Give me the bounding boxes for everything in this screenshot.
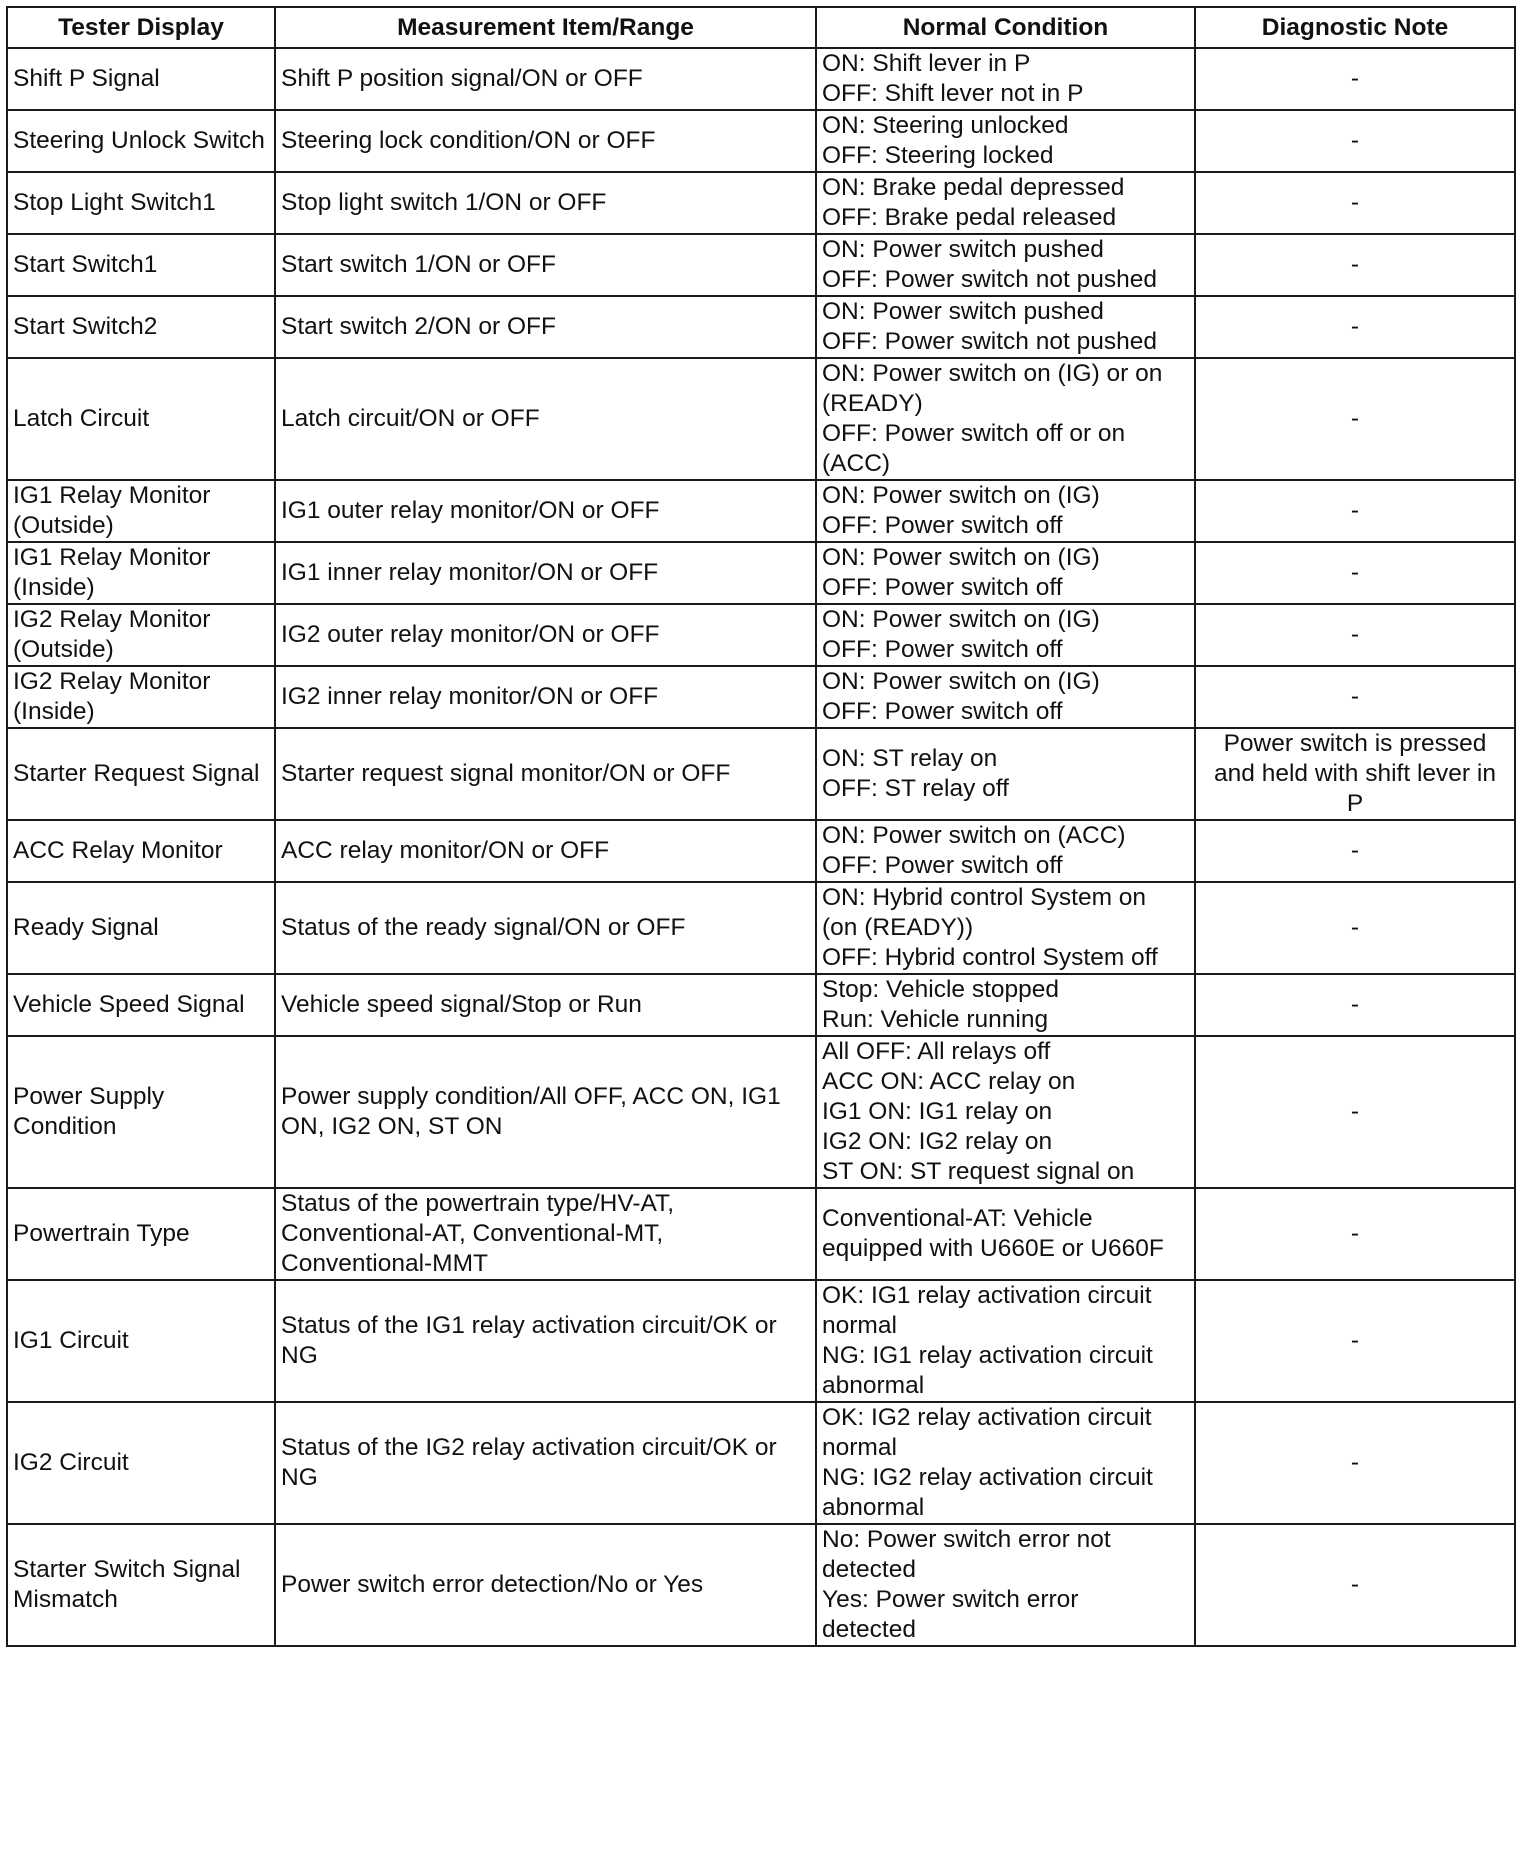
cell-line: OFF: Power switch not pushed bbox=[822, 328, 1157, 355]
table-row bbox=[7, 1188, 1515, 1280]
diagnostic-note-cell: - bbox=[1195, 48, 1515, 110]
cell-line: normal bbox=[822, 1312, 897, 1339]
cell-line: ON: Power switch pushed bbox=[822, 236, 1104, 263]
cell-line: NG bbox=[281, 1464, 318, 1491]
diagnostic-note-cell: - bbox=[1195, 542, 1515, 604]
normal-condition-cell bbox=[816, 1188, 1195, 1280]
table-row bbox=[7, 820, 1515, 882]
cell-line: and held with shift lever in bbox=[1214, 760, 1496, 787]
cell-line: Status of the IG2 relay activation circuit/OK or bbox=[281, 1434, 777, 1461]
normal-condition-cell bbox=[816, 974, 1195, 1036]
header-normal-condition: Normal Condition bbox=[816, 7, 1195, 48]
measurement-item-cell: Shift P position signal/ON or OFF bbox=[275, 48, 816, 110]
cell-line: Power supply condition/All OFF, ACC ON, IG1 bbox=[281, 1083, 781, 1110]
tester-display-cell bbox=[7, 1524, 275, 1646]
diagnostic-note-cell: - bbox=[1195, 1524, 1515, 1646]
cell-line: ON: Power switch on (IG) bbox=[822, 668, 1100, 695]
tester-display-cell: Steering Unlock Switch bbox=[7, 110, 275, 172]
tester-display-cell: Shift P Signal bbox=[7, 48, 275, 110]
cell-line: normal bbox=[822, 1434, 897, 1461]
normal-condition-cell bbox=[816, 820, 1195, 882]
diagnostic-note-cell: - bbox=[1195, 1280, 1515, 1402]
measurement-item-cell: IG1 outer relay monitor/ON or OFF bbox=[275, 480, 816, 542]
table-body bbox=[7, 48, 1515, 1646]
header-tester-display: Tester Display bbox=[7, 7, 275, 48]
diagnostic-note-cell bbox=[1195, 728, 1515, 820]
diagnostic-note-cell: - bbox=[1195, 820, 1515, 882]
cell-line: Mismatch bbox=[13, 1586, 118, 1613]
normal-condition-cell bbox=[816, 1036, 1195, 1188]
cell-line: Status of the IG1 relay activation circuit/OK or bbox=[281, 1312, 777, 1339]
cell-line: OFF: Power switch off bbox=[822, 698, 1063, 725]
table-row bbox=[7, 48, 1515, 110]
cell-line: Power switch is pressed bbox=[1223, 730, 1487, 757]
measurement-item-cell: Status of the ready signal/ON or OFF bbox=[275, 882, 816, 974]
diagnostic-note-cell: - bbox=[1195, 358, 1515, 480]
tester-display-cell: Powertrain Type bbox=[7, 1188, 275, 1280]
header-measurement-item: Measurement Item/Range bbox=[275, 7, 816, 48]
diagnostic-note-cell: - bbox=[1195, 110, 1515, 172]
normal-condition-cell bbox=[816, 1524, 1195, 1646]
normal-condition-cell bbox=[816, 542, 1195, 604]
table-row bbox=[7, 172, 1515, 234]
measurement-item-cell: Start switch 2/ON or OFF bbox=[275, 296, 816, 358]
table-row bbox=[7, 110, 1515, 172]
table-row bbox=[7, 882, 1515, 974]
cell-line: ON: Hybrid control System on bbox=[822, 884, 1147, 911]
cell-line: P bbox=[1346, 790, 1364, 817]
normal-condition-cell bbox=[816, 882, 1195, 974]
normal-condition-cell bbox=[816, 1280, 1195, 1402]
tester-display-cell: Latch Circuit bbox=[7, 358, 275, 480]
cell-line: Condition bbox=[13, 1113, 117, 1140]
tester-display-cell: Start Switch1 bbox=[7, 234, 275, 296]
measurement-item-cell: IG2 outer relay monitor/ON or OFF bbox=[275, 604, 816, 666]
cell-line: ON: Brake pedal depressed bbox=[822, 174, 1125, 201]
table-row bbox=[7, 1036, 1515, 1188]
table-row bbox=[7, 1402, 1515, 1524]
normal-condition-cell bbox=[816, 296, 1195, 358]
tester-display-cell bbox=[7, 666, 275, 728]
tester-display-cell: Start Switch2 bbox=[7, 296, 275, 358]
cell-line: NG: IG1 relay activation circuit bbox=[822, 1342, 1153, 1369]
diagnostic-note-cell: - bbox=[1195, 480, 1515, 542]
cell-line: OFF: Steering locked bbox=[822, 142, 1054, 169]
cell-line: Starter Switch Signal bbox=[13, 1556, 241, 1583]
normal-condition-cell bbox=[816, 172, 1195, 234]
measurement-item-cell: IG1 inner relay monitor/ON or OFF bbox=[275, 542, 816, 604]
table-row bbox=[7, 296, 1515, 358]
measurement-item-cell bbox=[275, 1402, 816, 1524]
diagnostic-note-cell: - bbox=[1195, 1188, 1515, 1280]
cell-line: (ACC) bbox=[822, 450, 891, 477]
cell-line: IG2 ON: IG2 relay on bbox=[822, 1128, 1053, 1155]
diagnostic-note-cell: - bbox=[1195, 296, 1515, 358]
cell-line: Yes: Power switch error bbox=[822, 1586, 1079, 1613]
cell-line: detected bbox=[822, 1556, 916, 1583]
table-row bbox=[7, 666, 1515, 728]
normal-condition-cell bbox=[816, 480, 1195, 542]
cell-line: ON: Power switch on (IG) bbox=[822, 606, 1100, 633]
cell-line: ON: Steering unlocked bbox=[822, 112, 1069, 139]
normal-condition-cell bbox=[816, 728, 1195, 820]
cell-line: Conventional-AT, Conventional-MT, bbox=[281, 1220, 664, 1247]
cell-line: (Inside) bbox=[13, 698, 95, 725]
table-row bbox=[7, 358, 1515, 480]
table-row bbox=[7, 234, 1515, 296]
cell-line: ST ON: ST request signal on bbox=[822, 1158, 1135, 1185]
cell-line: OFF: Power switch off bbox=[822, 852, 1063, 879]
measurement-item-cell: Latch circuit/ON or OFF bbox=[275, 358, 816, 480]
diagnostic-note-cell: - bbox=[1195, 1402, 1515, 1524]
tester-display-cell bbox=[7, 542, 275, 604]
cell-line: (on (READY)) bbox=[822, 914, 974, 941]
normal-condition-cell bbox=[816, 234, 1195, 296]
cell-line: (Outside) bbox=[13, 512, 114, 539]
table-row bbox=[7, 1280, 1515, 1402]
tester-display-cell: Stop Light Switch1 bbox=[7, 172, 275, 234]
measurement-item-cell: Steering lock condition/ON or OFF bbox=[275, 110, 816, 172]
measurement-item-cell: Start switch 1/ON or OFF bbox=[275, 234, 816, 296]
cell-line: detected bbox=[822, 1616, 916, 1643]
measurement-item-cell bbox=[275, 1188, 816, 1280]
cell-line: OFF: Power switch not pushed bbox=[822, 266, 1157, 293]
cell-line: OFF: Power switch off bbox=[822, 574, 1063, 601]
table-row bbox=[7, 1524, 1515, 1646]
diagnostic-note-cell: - bbox=[1195, 974, 1515, 1036]
cell-line: OFF: Power switch off or on bbox=[822, 420, 1126, 447]
tester-display-cell: IG2 Circuit bbox=[7, 1402, 275, 1524]
table-row bbox=[7, 728, 1515, 820]
cell-line: (READY) bbox=[822, 390, 923, 417]
cell-line: IG2 Relay Monitor bbox=[13, 606, 211, 633]
cell-line: ON: Power switch pushed bbox=[822, 298, 1104, 325]
measurement-item-cell: Power switch error detection/No or Yes bbox=[275, 1524, 816, 1646]
measurement-item-cell: Stop light switch 1/ON or OFF bbox=[275, 172, 816, 234]
tester-display-cell: Starter Request Signal bbox=[7, 728, 275, 820]
diagnostic-note-cell: - bbox=[1195, 1036, 1515, 1188]
cell-line: ON: Power switch on (IG) bbox=[822, 482, 1100, 509]
cell-line: ON: ST relay on bbox=[822, 745, 998, 772]
measurement-item-cell: IG2 inner relay monitor/ON or OFF bbox=[275, 666, 816, 728]
cell-line: ON: Shift lever in P bbox=[822, 50, 1031, 77]
diagnostic-note-cell: - bbox=[1195, 666, 1515, 728]
tester-display-cell bbox=[7, 480, 275, 542]
measurement-item-cell: Starter request signal monitor/ON or OFF bbox=[275, 728, 816, 820]
cell-line: All OFF: All relays off bbox=[822, 1038, 1051, 1065]
cell-line: ACC ON: ACC relay on bbox=[822, 1068, 1076, 1095]
cell-line: Power Supply bbox=[13, 1083, 165, 1110]
cell-line: OFF: Brake pedal released bbox=[822, 204, 1117, 231]
cell-line: abnormal bbox=[822, 1494, 925, 1521]
cell-line: NG bbox=[281, 1342, 318, 1369]
cell-line: ON: Power switch on (IG) bbox=[822, 544, 1100, 571]
cell-line: abnormal bbox=[822, 1372, 925, 1399]
cell-line: ON: Power switch on (IG) or on bbox=[822, 360, 1163, 387]
cell-line: OFF: Hybrid control System off bbox=[822, 944, 1158, 971]
cell-line: OFF: ST relay off bbox=[822, 775, 1009, 802]
diagnostic-note-cell: - bbox=[1195, 882, 1515, 974]
cell-line: (Inside) bbox=[13, 574, 95, 601]
cell-line: IG1 ON: IG1 relay on bbox=[822, 1098, 1053, 1125]
cell-line: Conventional-MMT bbox=[281, 1250, 488, 1277]
normal-condition-cell bbox=[816, 666, 1195, 728]
cell-line: OK: IG1 relay activation circuit bbox=[822, 1282, 1152, 1309]
cell-line: OK: IG2 relay activation circuit bbox=[822, 1404, 1152, 1431]
table-row bbox=[7, 542, 1515, 604]
measurement-item-cell: Vehicle speed signal/Stop or Run bbox=[275, 974, 816, 1036]
measurement-item-cell: ACC relay monitor/ON or OFF bbox=[275, 820, 816, 882]
measurement-item-cell bbox=[275, 1036, 816, 1188]
cell-line: Stop: Vehicle stopped bbox=[822, 976, 1060, 1003]
cell-line: Run: Vehicle running bbox=[822, 1006, 1049, 1033]
diagnostic-note-cell: - bbox=[1195, 604, 1515, 666]
normal-condition-cell bbox=[816, 1402, 1195, 1524]
cell-line: ON, IG2 ON, ST ON bbox=[281, 1113, 503, 1140]
table-row bbox=[7, 974, 1515, 1036]
diagnostic-note-cell: - bbox=[1195, 234, 1515, 296]
header-diagnostic-note: Diagnostic Note bbox=[1195, 7, 1515, 48]
tester-display-cell: ACC Relay Monitor bbox=[7, 820, 275, 882]
tester-display-cell: Vehicle Speed Signal bbox=[7, 974, 275, 1036]
diagnostic-note-cell: - bbox=[1195, 172, 1515, 234]
tester-display-cell: Ready Signal bbox=[7, 882, 275, 974]
table-row bbox=[7, 480, 1515, 542]
cell-line: (Outside) bbox=[13, 636, 114, 663]
normal-condition-cell bbox=[816, 48, 1195, 110]
normal-condition-cell bbox=[816, 358, 1195, 480]
data-list-table bbox=[6, 6, 1516, 1647]
cell-line: Conventional-AT: Vehicle bbox=[822, 1205, 1093, 1232]
cell-line: Status of the powertrain type/HV-AT, bbox=[281, 1190, 675, 1217]
data-list-sheet bbox=[6, 6, 1514, 1647]
table-header-row bbox=[7, 7, 1515, 48]
table-row bbox=[7, 604, 1515, 666]
cell-line: IG2 Relay Monitor bbox=[13, 668, 211, 695]
cell-line: NG: IG2 relay activation circuit bbox=[822, 1464, 1153, 1491]
cell-line: OFF: Shift lever not in P bbox=[822, 80, 1084, 107]
tester-display-cell: IG1 Circuit bbox=[7, 1280, 275, 1402]
cell-line: OFF: Power switch off bbox=[822, 636, 1063, 663]
cell-line: No: Power switch error not bbox=[822, 1526, 1111, 1553]
cell-line: ON: Power switch on (ACC) bbox=[822, 822, 1126, 849]
measurement-item-cell bbox=[275, 1280, 816, 1402]
tester-display-cell bbox=[7, 1036, 275, 1188]
cell-line: equipped with U660E or U660F bbox=[822, 1235, 1164, 1262]
cell-line: IG1 Relay Monitor bbox=[13, 482, 211, 509]
cell-line: IG1 Relay Monitor bbox=[13, 544, 211, 571]
cell-line: OFF: Power switch off bbox=[822, 512, 1063, 539]
normal-condition-cell bbox=[816, 604, 1195, 666]
tester-display-cell bbox=[7, 604, 275, 666]
normal-condition-cell bbox=[816, 110, 1195, 172]
